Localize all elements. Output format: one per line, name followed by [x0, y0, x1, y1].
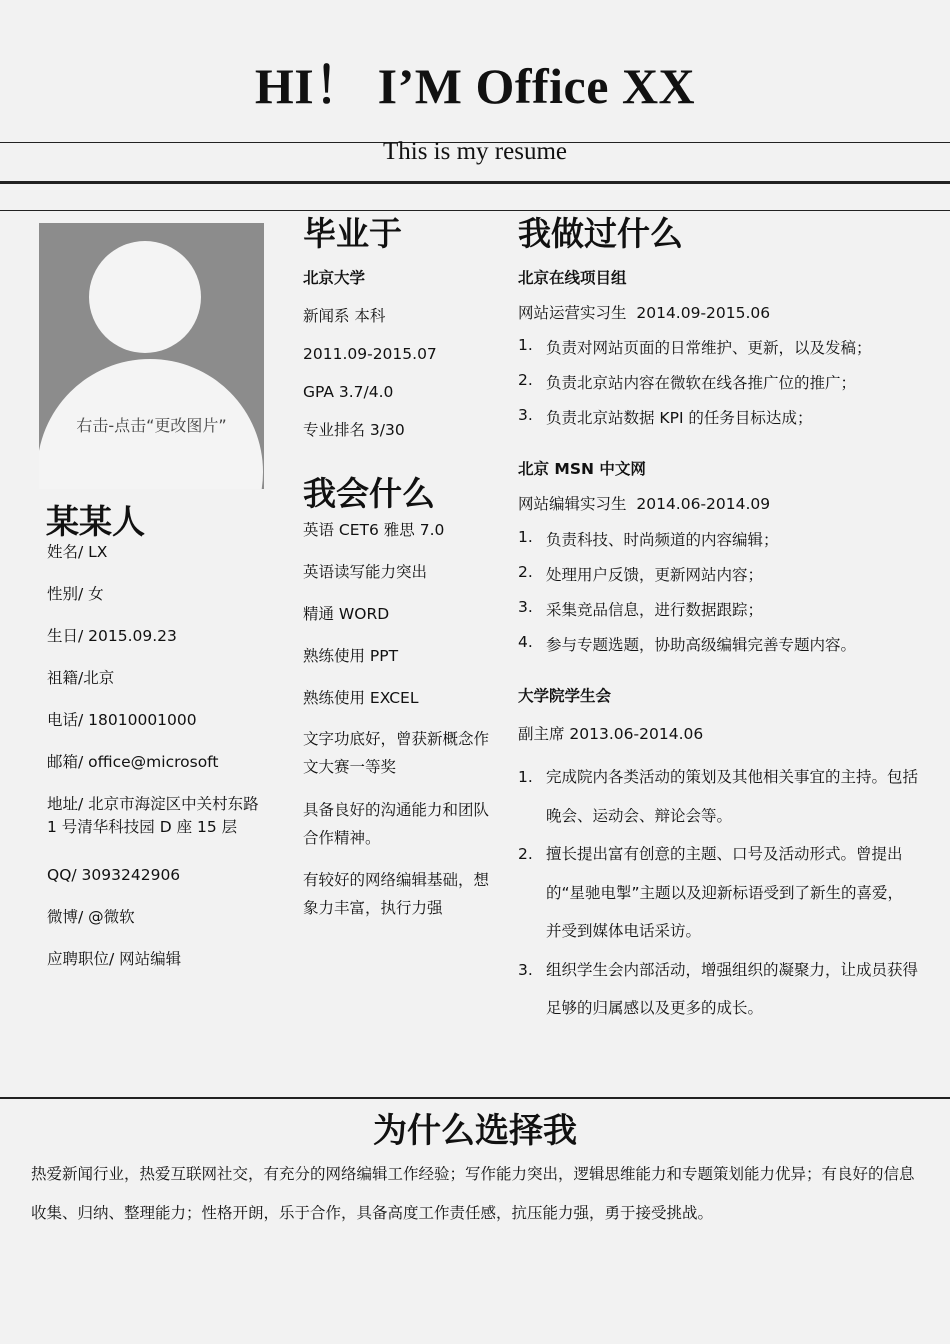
job-role: 网站运营实习生 2014.09-2015.06 [518, 304, 771, 322]
job-duties [518, 758, 918, 1028]
duty-item: 3. 组织学生会内部活动，增强组织的凝聚力，让成员获得足够的归属感以及更多的成长。 [518, 960, 919, 1017]
info-position: 应聘职位/ 网站编辑 [47, 950, 182, 968]
why-text: 热爱新闻行业，热爱互联网社交，有充分的网络编辑工作经验；写作能力突出，逻辑思维能力和专题策划能力优异；有良好的信息收集、归纳、整理能力；性格开朗，乐于合作，具备高度工作责任感，抗压能力强，勇于接受挑战。 [31, 1165, 915, 1222]
duty-item: 3. 采集竞品信息，进行数据跟踪； [518, 598, 764, 619]
education-section [303, 214, 503, 456]
info-phone: 电话/ 18010001000 [47, 711, 197, 729]
info-weibo: 微博/ @微软 [47, 908, 135, 926]
info-origin: 祖籍/北京 [47, 669, 115, 687]
duty-item: 2. 处理用户反馈，更新网站内容； [518, 563, 764, 584]
experience-heading: 我做过什么 [518, 214, 683, 253]
skill-item: 文字功底好，曾获新概念作文大赛一等奖 [303, 730, 490, 776]
education-period: 2011.09-2015.07 [303, 345, 437, 363]
experience-section [518, 214, 918, 254]
skill-item: 具备良好的沟通能力和团队合作精神。 [303, 801, 490, 847]
education-major: 新闻系 本科 [303, 307, 386, 325]
skill-item: 英语 CET6 雅思 7.0 [303, 521, 445, 539]
avatar-head-shape [89, 241, 201, 353]
education-rank: 专业排名 3/30 [303, 421, 405, 439]
resume-title: HI！ I’M Office XX [254, 58, 696, 114]
personal-info-list [47, 541, 272, 990]
duty-item: 2. 负责北京站内容在微软在线各推广位的推广； [518, 371, 857, 392]
header-thick-rule [0, 181, 950, 184]
education-heading: 毕业于 [303, 214, 402, 253]
info-qq: QQ/ 3093242906 [47, 866, 181, 884]
skill-item: 熟练使用 PPT [303, 647, 399, 665]
person-name: 某某人 [46, 502, 145, 541]
duty-item: 2. 擅长提出富有创意的主题、口号及活动形式。曾提出的“星驰电掣”主题以及迎新标语受到了新生的喜爱，并受到媒体电话采访。 [518, 845, 904, 940]
duty-item: 3. 负责北京站数据 KPI 的任务目标达成； [518, 406, 813, 427]
job-org: 大学院学生会 [518, 687, 612, 705]
job-role: 副主席 2013.06-2014.06 [518, 725, 704, 743]
skill-item: 英语读写能力突出 [303, 563, 428, 581]
job-org: 北京在线项目组 [518, 269, 627, 287]
photo-caption: 右击-点击“更改图片” [76, 416, 227, 435]
job-duties [518, 336, 918, 441]
info-email: 邮箱/ office@microsoft [47, 753, 219, 771]
job-role: 网站编辑实习生 2014.06-2014.09 [518, 495, 771, 513]
info-name: 姓名/ LX [47, 543, 108, 561]
profile-photo-placeholder[interactable] [39, 223, 264, 489]
skill-item: 熟练使用 EXCEL [303, 689, 419, 707]
education-gpa: GPA 3.7/4.0 [303, 383, 394, 401]
why-heading: 为什么选择我 [373, 1111, 577, 1151]
duty-item: 1. 负责科技、时尚频道的内容编辑； [518, 528, 779, 549]
resume-subtitle: This is my resume [382, 138, 567, 165]
education-school: 北京大学 [303, 269, 366, 287]
info-birthday: 生日/ 2015.09.23 [47, 627, 177, 645]
skill-item: 精通 WORD [303, 605, 390, 623]
job-org: 北京 MSN 中文网 [518, 460, 646, 478]
job-duties [518, 528, 918, 668]
header-bottom-rule [0, 210, 950, 211]
duty-item: 1. 完成院内各类活动的策划及其他相关事宜的主持。包括晚会、运动会、辩论会等。 [518, 768, 919, 825]
duty-item: 1. 负责对网站页面的日常维护、更新，以及发稿； [518, 336, 872, 357]
why-section-rule [0, 1097, 950, 1099]
info-address: 地址/ 北京市海淀区中关村东路 1 号清华科技园 D 座 15 层 [47, 795, 259, 836]
duty-item: 4. 参与专题选题，协助高级编辑完善专题内容。 [518, 633, 857, 654]
info-gender: 性别/ 女 [47, 585, 104, 603]
skills-heading: 我会什么 [303, 474, 435, 513]
skill-item: 有较好的网络编辑基础，想象力丰富，执行力强 [303, 871, 490, 917]
